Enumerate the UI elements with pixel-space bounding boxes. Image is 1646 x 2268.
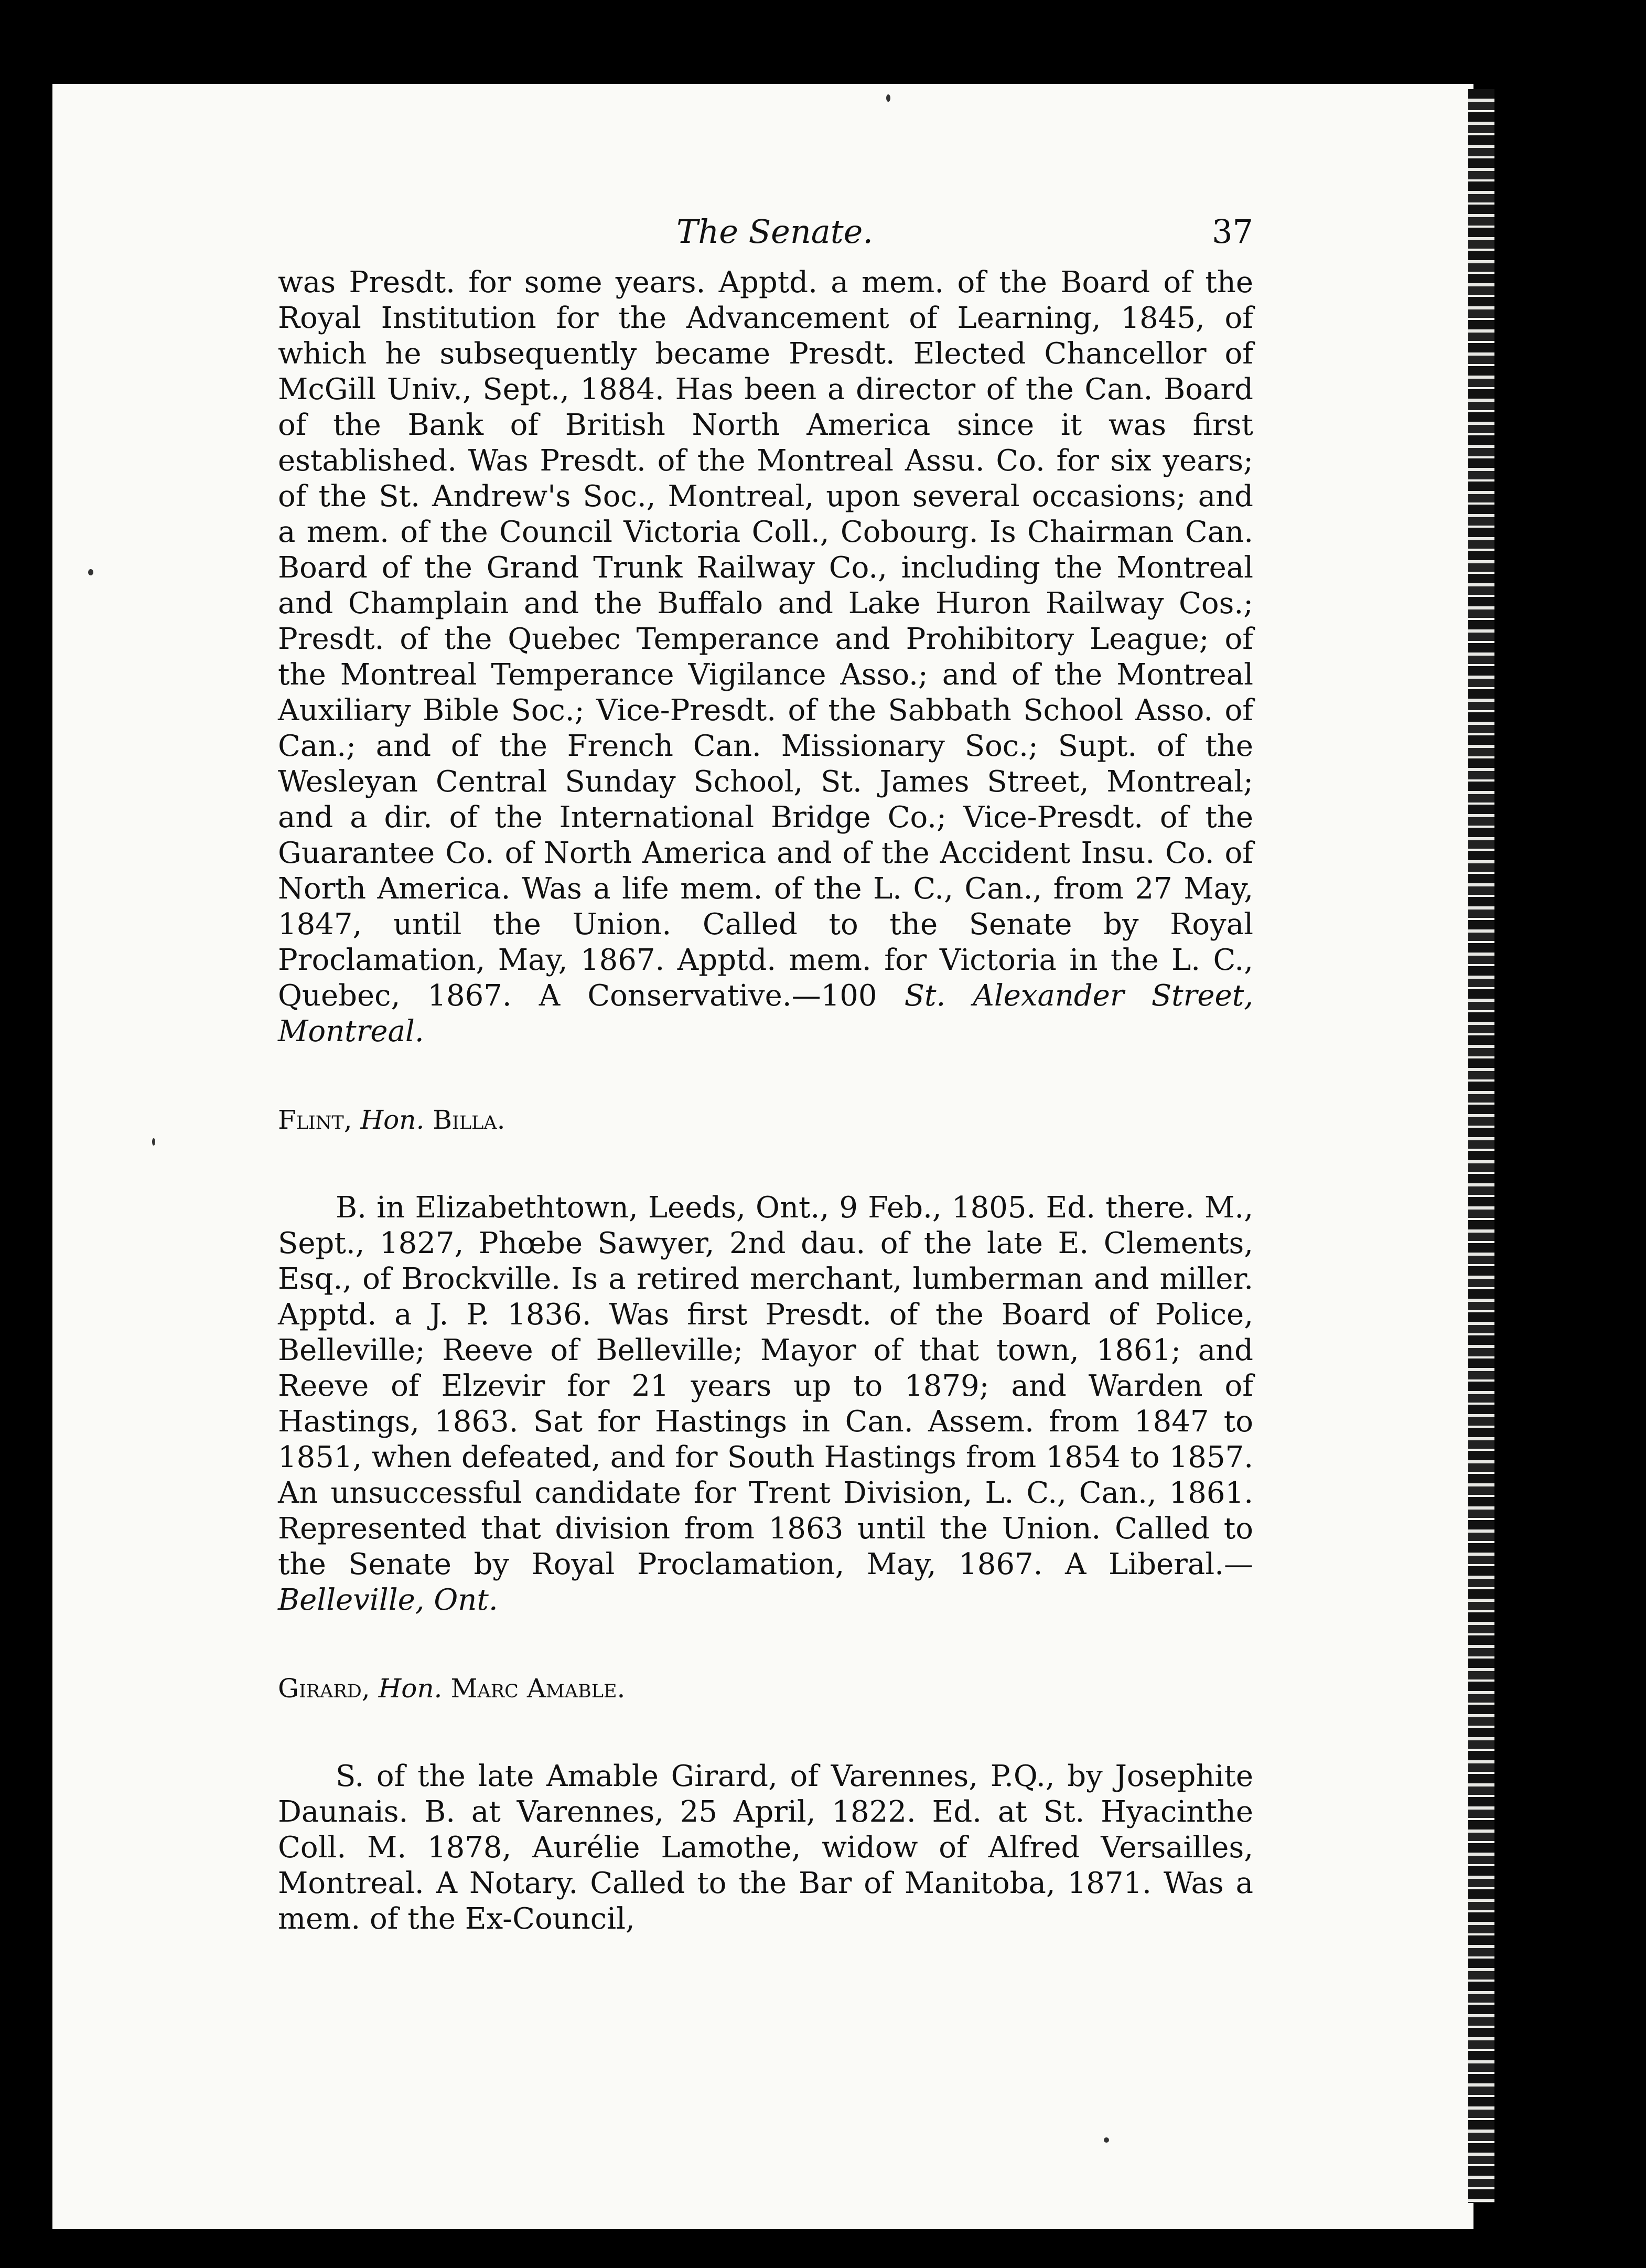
entry-honorific: Hon. [360, 1105, 425, 1135]
page-text [278, 202, 1253, 1937]
entry-surname: Flint, [278, 1105, 352, 1135]
page-number: 37 [1212, 212, 1253, 251]
entry-heading-girard [278, 1671, 1253, 1706]
entry-surname: Girard, [278, 1673, 370, 1704]
continued-biography [278, 265, 1253, 1050]
entry-given-name: Billa. [433, 1105, 505, 1135]
scan-speck [1104, 2137, 1109, 2143]
entry-given-name: Marc Amable. [450, 1673, 626, 1704]
biography-text: S. of the late Amable Girard, of Varennes, P.Q., by Josephite Daunais. B. at Varennes, 25 April, 1822. Ed. at St. Hyacinthe Coll. M. 1878, Aurélie Lamothe, widow of Alfred Versailles, Montreal. A Notary. Called to the Bar of Manitoba, 1871. Was a mem. of the Ex-Council, [278, 1759, 1253, 1936]
running-title: The Senate. [676, 212, 874, 251]
biography-address: St. Alexander Street, Montreal. [278, 979, 1254, 1049]
biography-address: Belleville, Ont. [278, 1583, 498, 1617]
scan-speck [88, 569, 93, 575]
biography-text: B. in Elizabethtown, Leeds, Ont., 9 Feb., 1805. Ed. there. M., Sept., 1827, Phœbe Sawyer, 2nd dau. of the late E. Clements, Esq., of Brockville. Is a retired merchant, lumberman and miller. Apptd. a J. P. 1836. Was first Presdt. of the Board of Police, Belleville; Reeve of Belleville; Mayor of that town, 1861; and Reeve of Elzevir for 21 years up to 1879; and Warden of Hastings, 1863. Sat for Hastings in Can. Assem. from 1847 to 1851, when defeated, and for South Hastings from 1854 to 1857. An unsuccessful candidate for Trent Division, L. C., Can., 1861. Represented that division from 1863 until the Union. Called to the Senate by Royal Proclamation, May, 1867. A Liberal.— [278, 1191, 1253, 1581]
entry-heading-flint [278, 1102, 1253, 1138]
entry-biography-girard [278, 1759, 1253, 1937]
entry-honorific: Hon. [378, 1673, 443, 1704]
scan-speck [152, 1138, 155, 1146]
running-head [278, 202, 1253, 265]
page-binding-edge [1468, 89, 1494, 2203]
biography-text: was Presdt. for some years. Apptd. a mem. of the Board of the Royal Institution for the Advancement of Learning, 1845, of which he subsequently became Presdt. Elected Chancellor of McGill Univ., Sept., 1884. Has been a director of the Can. Board of the Bank of British North America since it was first established. Was Presdt. of the Montreal Assu. Co. for six years; of the St. Andrew's Soc., Montreal, upon several occasions; and a mem. of the Council Victoria Coll., Cobourg. Is Chairman Can. Board of the Grand Trunk Railway Co., including the Montreal and Champlain and the Buffalo and Lake Huron Railway Cos.; Presdt. of the Quebec Temperance and Prohibitory League; of the Montreal Temperance Vigilance Asso.; and of the Montreal Auxiliary Bible Soc.; Vice-Presdt. of the Sabbath School Asso. of Can.; and of the French Can. Missionary Soc.; Supt. of the Wesleyan Central Sunday School, St. James Street, Montreal; and a dir. of the International Bridge Co.; Vice-Presdt. of the Guarantee Co. of North America and of the Accident Insu. Co. of North America. Was a life mem. of the L. C., Can., from 27 May, 1847, until the Union. Called to the Senate by Royal Proclamation, May, 1867. Apptd. mem. for Victoria in the L. C., Quebec, 1867. A Conservative.—100 [278, 265, 1253, 1013]
entry-biography-flint [278, 1190, 1253, 1618]
scan-speck [886, 94, 890, 102]
